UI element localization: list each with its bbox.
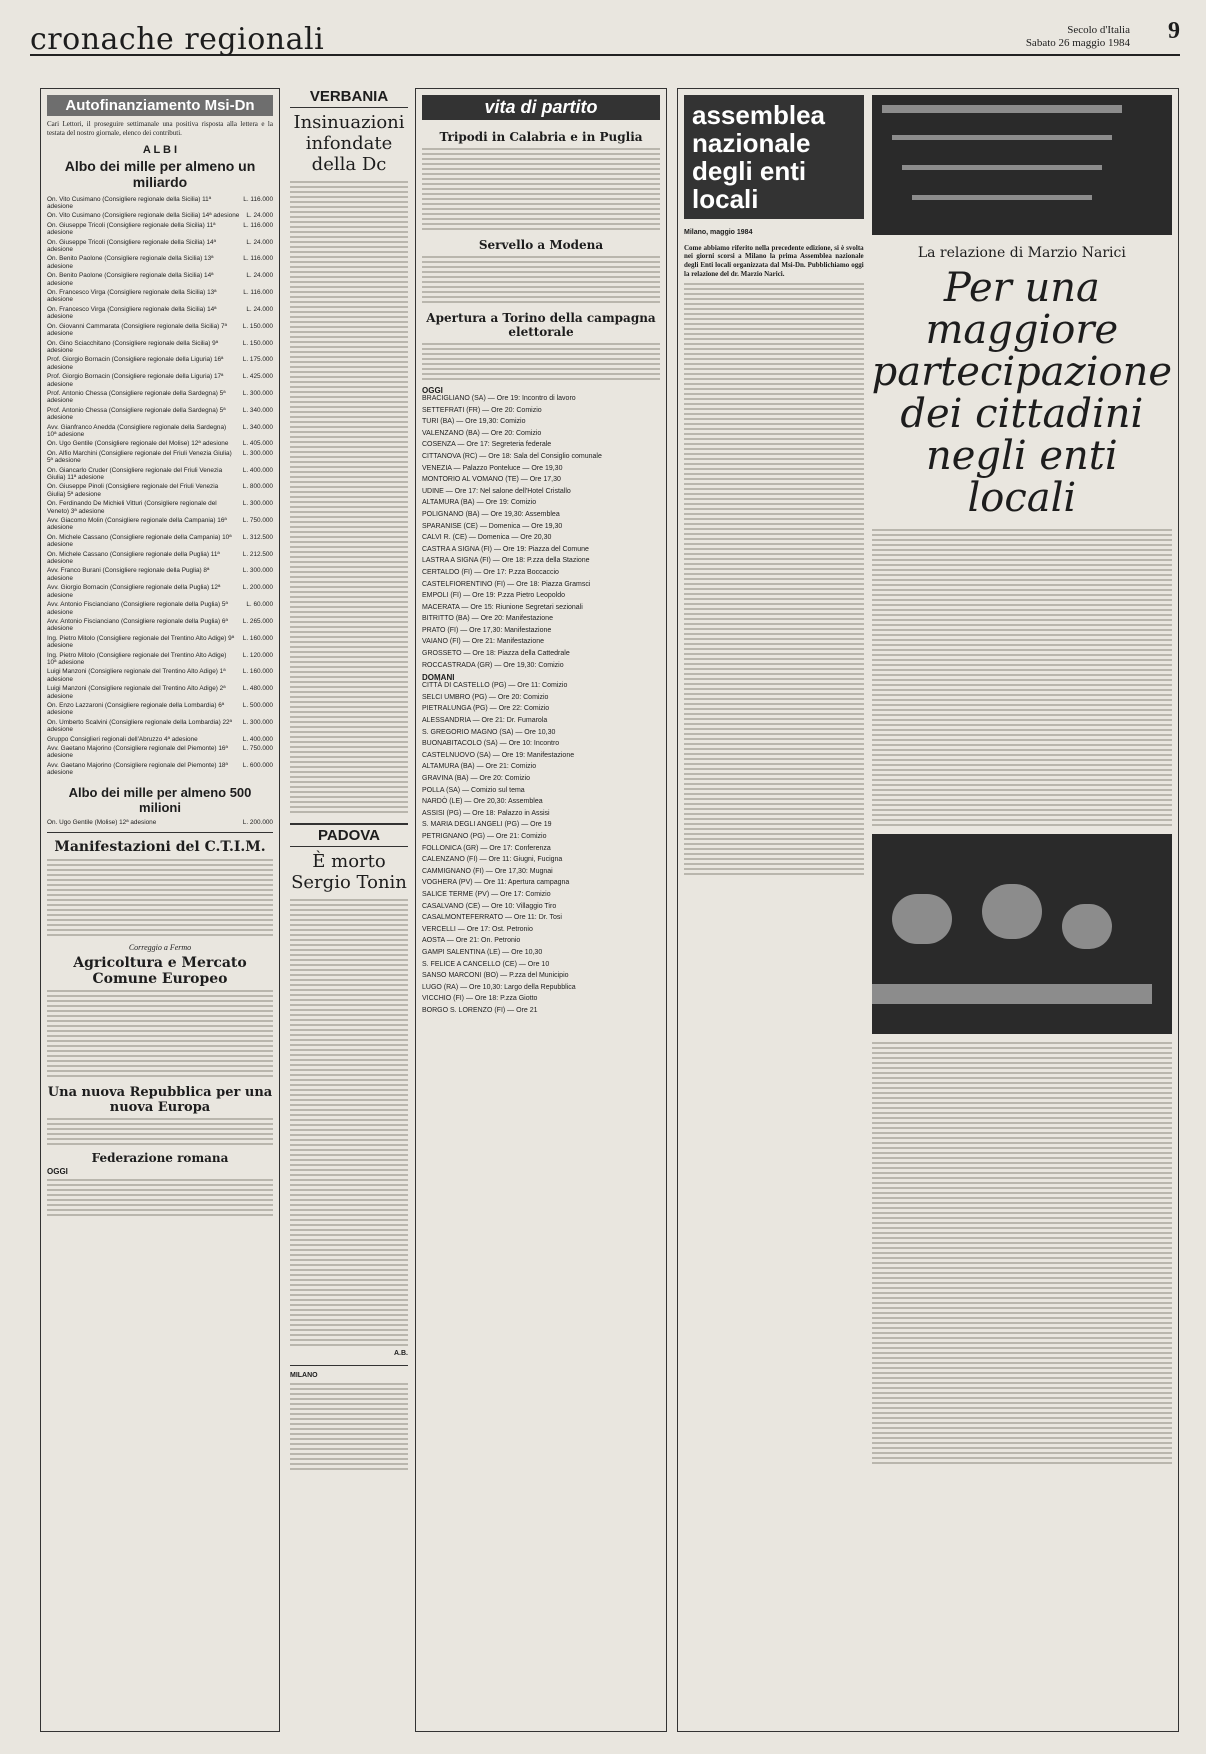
event-item: S. GREGORIO MAGNO (SA) — Ore 10,30 (422, 728, 556, 736)
donor-row (47, 407, 273, 422)
donor-row (47, 736, 273, 743)
event-item: SANSO MARCONI (BO) — P.zza del Municipio (422, 972, 569, 980)
donor-row (47, 567, 273, 582)
event-item: CALENZANO (FI) — Ore 11: Giugni, Fucigna (422, 856, 563, 864)
event-item: MONTORIO AL VOMANO (TE) — Ore 17,30 (422, 476, 561, 484)
donor-name: Ing. Pietro Mitolo (Consigliere regionale del Trentino Alto Adige) 9ª adesione (47, 634, 235, 650)
event-item: CALVI R. (CE) — Domenica — Ore 20,30 (422, 534, 552, 542)
donor-amount: L. 120.000 (242, 651, 273, 659)
event-item: LUGO (RA) — Ore 10,30: Largo della Repubblica (422, 983, 576, 991)
event-item: ALESSANDRIA — Ore 21: Dr. Fumarola (422, 717, 548, 725)
event-item: CASALMONTEFERRATO — Ore 11: Dr. Tosi (422, 914, 562, 922)
donor-amount: L. 265.000 (242, 617, 273, 625)
donor-amount: L. 116.000 (243, 195, 273, 203)
donor-name: On. Umberto Scalvini (Consigliere regionale della Lombardia) 22ª adesione (47, 718, 232, 734)
donor-row (47, 762, 273, 777)
donor-row (47, 584, 273, 599)
donor-list (47, 196, 273, 777)
donor-name: Prof. Antonio Chessa (Consigliere regionale della Sardegna) 5ª adesione (47, 389, 226, 405)
event-item: S. FELICE A CANCELLO (CE) — Ore 10 (422, 960, 550, 968)
donor-name: On. Ferdinando De Michieli Vitturi (Consigliere regionale del Veneto) 3ª adesione (47, 500, 217, 515)
donor-row (47, 440, 273, 447)
donor-name: Avv. Giorgio Bornacin (Consigliere regionale della Puglia) 12ª adesione (47, 584, 221, 599)
verbania-title: Insinuazioni infondate della Dc (293, 112, 405, 175)
donor-name: Prof. Giorgio Bornacin (Consigliere regionale della Liguria) 17ª adesione (47, 373, 224, 388)
donor-amount: L. 312.500 (242, 533, 273, 541)
tripodi-title: Tripodi in Calabria e in Puglia (439, 130, 643, 144)
donor-row (47, 635, 273, 650)
donor-row (47, 373, 273, 388)
servello-title: Servello a Modena (478, 238, 604, 252)
donor-amount: L. 750.000 (242, 745, 273, 752)
donor-amount: L. 600.000 (242, 761, 273, 769)
autofin-intro: Cari Lettori, il proseguire settimanale una positiva risposta alla lettera e la testata del nostro giornale, elenco dei contributi. (47, 120, 273, 137)
donor-amount: L. 60.000 (246, 601, 273, 609)
donor-amount: L. 425.000 (242, 373, 273, 381)
padova-title: È morto Sergio Tonin (291, 851, 407, 893)
donor-row (47, 390, 273, 405)
federazione-oggi: OGGI (47, 1166, 68, 1176)
donor-row (47, 685, 273, 700)
verbania-kicker: VERBANIA (309, 88, 389, 105)
event-item: ROCCASTRADA (GR) — Ore 19,30: Comizio (422, 661, 564, 669)
donor-name: On. Ugo Gentile (Consigliere regionale del Molise) 12ª adesione (47, 440, 229, 448)
donor-name: Avv. Gianfranco Anedda (Consigliere regionale della Sardegna) 10ª adesione (47, 423, 227, 438)
event-item: ASSISI (PG) — Ore 18: Palazzo in Assisi (422, 809, 550, 817)
donor-row (47, 551, 273, 566)
column-vita-di-partito (415, 88, 667, 1732)
donor-name: Avv. Gaetano Majorino (Consigliere regionale del Piemonte) 18ª adesione (47, 761, 228, 777)
event-item: UDINE — Ore 17: Nel salone dell'Hotel Cristallo (422, 487, 571, 495)
donor-name: On. Enzo Lazzaroni (Consigliere regionale della Lombardia) 6ª adesione (47, 701, 225, 717)
donor-row (47, 272, 273, 287)
oggi-label: OGGI (422, 386, 443, 395)
donor-row (47, 601, 273, 616)
donor-row (47, 534, 273, 549)
assemblea-header: assemblea nazionale degli enti locali (684, 95, 864, 219)
event-item: SPARANISE (CE) — Domenica — Ore 19,30 (422, 522, 563, 530)
donor-name: On. Francesco Virga (Consigliere regionale della Sicilia) 14ª adesione (47, 305, 217, 321)
column-enti-locali (677, 88, 1179, 1732)
event-item: VAIANO (FI) — Ore 21: Manifestazione (422, 638, 545, 646)
event-item: CASTELNUOVO (SA) — Ore 19: Manifestazione (422, 751, 575, 759)
albi2-subtitle: Albo dei mille per almeno 500 milioni (68, 784, 252, 815)
donor-row (47, 500, 273, 515)
donor-row (47, 289, 273, 304)
donor-amount: L. 175.000 (242, 356, 273, 364)
event-item: PETRIGNANO (PG) — Ore 21: Comizio (422, 832, 547, 840)
event-item: GROSSETO — Ore 18: Piazza della Cattedrale (422, 650, 570, 658)
event-item: AOSTA — Ore 21: On. Petronio (422, 937, 521, 945)
donor-row (47, 212, 273, 219)
milano-kicker: MILANO (290, 1371, 318, 1379)
delegates-photo (872, 834, 1172, 1034)
donor-row (47, 668, 273, 683)
donor-row (47, 819, 273, 826)
donor-amount: L. 340.000 (242, 406, 273, 414)
event-item: LASTRA A SIGNA (FI) — Ore 18: P.zza della Stazione (422, 557, 590, 565)
donor-row (47, 255, 273, 270)
donor-name: On. Giuseppe Tricoli (Consigliere regionale della Sicilia) 14ª adesione (47, 238, 216, 254)
event-item: POLLA (SA) — Comizio sul tema (422, 786, 525, 794)
event-item: TURI (BA) — Ore 19,30: Comizio (422, 418, 526, 426)
domani-label: DOMANI (422, 673, 455, 683)
donor-name: Prof. Giorgio Bornacin (Consigliere regionale della Liguria) 16ª adesione (47, 356, 224, 371)
donor-amount: L. 200.000 (242, 584, 273, 592)
donor-row (47, 306, 273, 321)
assembly-hall-photo (872, 95, 1172, 235)
donor-amount: L. 800.000 (242, 483, 273, 491)
event-item: SETTEFRATI (FR) — Ore 20: Comizio (422, 406, 542, 414)
donor-amount: L. 480.000 (242, 685, 273, 693)
donor-name: On. Francesco Virga (Consigliere regionale della Sicilia) 13ª adesione (47, 289, 217, 304)
donor-row (47, 483, 273, 498)
donor-row (47, 239, 273, 254)
agri-title: Agricoltura e Mercato Comune Europeo (73, 954, 247, 987)
event-item: NARDÒ (LE) — Ore 20,30: Assemblea (422, 798, 543, 806)
donor-name: Ing. Pietro Mitolo (Consigliere regionale del Trentino Alto Adige) 10ª adesione (47, 651, 227, 666)
masthead (30, 18, 1180, 56)
donor-amount: L. 300.000 (242, 500, 273, 508)
donor-amount: L. 400.000 (242, 735, 273, 743)
main-headline: Per una maggiore partecipazione dei cittadini negli enti locali (871, 265, 1173, 521)
event-item: CASTELFIORENTINO (FI) — Ore 18: Piazza Gramsci (422, 580, 591, 588)
ctim-title: Manifestazioni del C.T.I.M. (54, 839, 266, 856)
padova-signature: A.B. (394, 1350, 408, 1357)
relazione-byline: La relazione di Marzio Narici (917, 245, 1126, 261)
paper-name: Secolo d'Italia (1067, 24, 1130, 36)
donor-amount: L. 116.000 (243, 221, 273, 229)
donor-name: On. Michele Cassano (Consigliere regionale della Campania) 10ª adesione (47, 533, 232, 549)
assemblea-lead: Come abbiamo riferito nella precedente edizione, si è svolta nei giorni scorsi a Milano la prima Assemblea nazionale degli Enti locali organizzata dal Msi-Dn. Pubblichiamo oggi la relazione del dr. Marzio Narici. (684, 243, 864, 278)
donor-row (47, 424, 273, 439)
event-item: CITTANOVA (RC) — Ore 18: Sala del Consiglio comunale (422, 452, 602, 460)
donor-row (47, 340, 273, 355)
donor-row (47, 719, 273, 734)
event-item: FOLLONICA (GR) — Ore 17: Conferenza (422, 844, 551, 852)
donor-row (47, 745, 273, 760)
event-item: CASALVANO (CE) — Ore 10: Villaggio Tiro (422, 902, 557, 910)
donor-name: Avv. Antonio Fiscianciano (Consigliere regionale della Puglia) 5ª adesione (47, 601, 228, 616)
donor-name: Avv. Gaetano Majorino (Consigliere regionale del Piemonte) 16ª adesione (47, 745, 228, 760)
donor-name: Avv. Antonio Fiscianciano (Consigliere regionale della Puglia) 6ª adesione (47, 617, 228, 633)
donor-name: On. Ugo Gentile (Molise) 12ª adesione (47, 818, 157, 826)
donor-name: Luigi Manzoni (Consigliere regionale del Trentino Alto Adige) 1ª adesione (47, 668, 226, 683)
event-item: ALTAMURA (BA) — Ore 19: Comizio (422, 499, 537, 507)
padova-kicker: PADOVA (318, 827, 380, 844)
event-item: CITTÀ DI CASTELLO (PG) — Ore 11: Comizio (422, 682, 568, 690)
federazione-title: Federazione romana (91, 1150, 229, 1165)
event-list (422, 395, 660, 1015)
issue-date: Sabato 26 maggio 1984 (1025, 37, 1130, 49)
donor-name: Avv. Franco Burani (Consigliere regionale della Puglia) 8ª adesione (47, 567, 210, 582)
donor-name: Gruppo Consiglieri regionali dell'Abruzzo 4ª adesione (47, 735, 198, 743)
donor-row (47, 652, 273, 667)
donor-amount: L. 160.000 (242, 668, 273, 676)
autofin-header: Autofinanziamento Msi-Dn (47, 95, 273, 116)
event-item: COSENZA — Ore 17: Segreteria federale (422, 441, 552, 449)
event-item: BITRITTO (BA) — Ore 20: Manifestazione (422, 615, 553, 623)
assemblea-place: Milano, maggio 1984 (684, 229, 753, 236)
event-item: CAMMIGNANO (FI) — Ore 17,30: Mugnai (422, 867, 553, 875)
column-verbania-padova (290, 88, 408, 1732)
donor-row (47, 517, 273, 532)
vita-partito-header: vita di partito (422, 95, 660, 120)
donor-amount: L. 340.000 (242, 423, 273, 431)
donor-row (47, 467, 273, 482)
donor-name: On. Alfio Marchini (Consigliere regionale del Friuli Venezia Giulia) 5ª adesione (47, 449, 232, 465)
donor-name: On. Giancarlo Cruder (Consigliere regionale del Friuli Venezia Giulia) 11ª adesione (47, 466, 223, 481)
donor-row (47, 356, 273, 371)
event-item: BUONABITACOLO (SA) — Ore 10: Incontro (422, 740, 560, 748)
donor-amount: L. 116.000 (243, 255, 273, 263)
event-item: MACERATA — Ore 15: Riunione Segretari sezionali (422, 603, 583, 611)
paper-title (1026, 24, 1130, 50)
event-item: SALICE TERME (PV) — Ore 17: Comizio (422, 890, 551, 898)
repubblica-title: Una nuova Repubblica per una nuova Europa (47, 1084, 273, 1115)
albi-title: A L B I (142, 143, 178, 156)
donor-amount: L. 300.000 (242, 449, 273, 457)
donor-amount: L. 500.000 (242, 701, 273, 709)
donor-amount: L. 300.000 (242, 389, 273, 397)
event-item: VENEZIA — Palazzo Ponteluce — Ore 19,30 (422, 464, 563, 472)
donor-name: On. Michele Cassano (Consigliere regionale della Puglia) 11ª adesione (47, 550, 220, 566)
donor-amount: L. 24.000 (246, 272, 273, 280)
event-item: VERCELLI — Ore 17: Ost. Petronio (422, 925, 533, 933)
donor-amount: L. 300.000 (242, 567, 273, 575)
event-item: SELCI UMBRO (PG) — Ore 20: Comizio (422, 693, 549, 701)
event-item: GAMPI SALENTINA (LE) — Ore 10,30 (422, 948, 543, 956)
event-item: CASTRA A SIGNA (FI) — Ore 19: Piazza del Comune (422, 545, 589, 553)
donor-amount: L. 150.000 (242, 322, 273, 330)
event-item: PRATO (FI) — Ore 17,30: Manifestazione (422, 626, 552, 634)
donor-name: On. Gino Sciacchitano (Consigliere regionale della Sicilia) 9ª adesione (47, 339, 219, 354)
donor-amount: L. 400.000 (242, 466, 273, 474)
donor-amount: L. 750.000 (242, 517, 273, 525)
donor-amount: L. 24.000 (246, 212, 273, 220)
event-item: POLIGNANO (BA) — Ore 19,30: Assemblea (422, 510, 560, 518)
event-item: BRACIGLIANO (SA) — Ore 19: Incontro di lavoro (422, 395, 576, 402)
donor-amount: L. 405.000 (242, 440, 273, 448)
page-number: 9 (1168, 18, 1180, 44)
donor-amount: L. 116.000 (243, 289, 273, 297)
event-item: ALTAMURA (BA) — Ore 21: Comizio (422, 763, 537, 771)
torino-title: Apertura a Torino della campagna elettorale (426, 311, 656, 339)
donor-name: Avv. Giacomo Molin (Consigliere regionale della Campania) 16ª adesione (47, 517, 227, 532)
event-item: VOGHERA (PV) — Ore 11: Apertura campagna (422, 879, 570, 887)
donor-name: Prof. Antonio Chessa (Consigliere regionale della Sardegna) 5ª adesione (47, 406, 226, 422)
event-item: CERTALDO (FI) — Ore 17: P.zza Boccaccio (422, 568, 559, 576)
event-item: VALENZANO (BA) — Ore 20: Comizio (422, 429, 542, 437)
donor-amount: L. 200.000 (242, 818, 273, 826)
donor-row (47, 450, 273, 465)
donor-row (47, 323, 273, 338)
donor-name: On. Giovanni Cammarata (Consigliere regionale della Sicilia) 7ª adesione (47, 322, 227, 338)
event-item: S. MARIA DEGLI ANGELI (PG) — Ore 19 (422, 821, 552, 829)
event-item: GRAVINA (BA) — Ore 20: Comizio (422, 775, 531, 782)
donor-name: On. Giuseppe Tricoli (Consigliere regionale della Sicilia) 11ª adesione (47, 221, 216, 237)
donor-row (47, 196, 273, 211)
donor-name: On. Vito Cusimano (Consigliere regionale della Sicilia) 14ª adesione (47, 212, 240, 220)
donor-name: On. Benito Paolone (Consigliere regionale della Sicilia) 14ª adesione (47, 272, 214, 287)
donor-row (47, 702, 273, 717)
event-item: EMPOLI (FI) — Ore 19: P.zza Pietro Leopoldo (422, 592, 566, 600)
donor-name: On. Vito Cusimano (Consigliere regionale della Sicilia) 11ª adesione (47, 195, 212, 210)
donor-amount: L. 212.500 (242, 550, 273, 558)
donor-amount: L. 24.000 (246, 238, 273, 246)
donor-name: Luigi Manzoni (Consigliere regionale del Trentino Alto Adige) 2ª adesione (47, 685, 226, 700)
donor-amount: L. 160.000 (242, 634, 273, 642)
event-item: PIETRALUNGA (PG) — Ore 22: Comizio (422, 705, 550, 713)
donor-amount: L. 24.000 (246, 305, 273, 313)
correggio-kicker: Correggio a Fermo (128, 943, 192, 953)
section-name: cronache regionali (30, 22, 325, 57)
donor-name: On. Giuseppe Pinoli (Consigliere regionale del Friuli Venezia Giulia) 5ª adesione (47, 483, 219, 498)
event-item: BORGO S. LORENZO (FI) — Ore 21 (422, 1006, 538, 1014)
albi-subtitle: Albo dei mille per almeno un miliardo (64, 157, 256, 190)
donor-amount: L. 150.000 (242, 339, 273, 347)
donor-name: On. Benito Paolone (Consigliere regionale della Sicilia) 13ª adesione (47, 255, 214, 270)
column-autofinanziamento (40, 88, 280, 1732)
donor-row (47, 618, 273, 633)
donor-amount: L. 300.000 (242, 718, 273, 726)
donor-row (47, 222, 273, 237)
event-item: VICCHIO (FI) — Ore 18: P.zza Giotto (422, 995, 538, 1003)
